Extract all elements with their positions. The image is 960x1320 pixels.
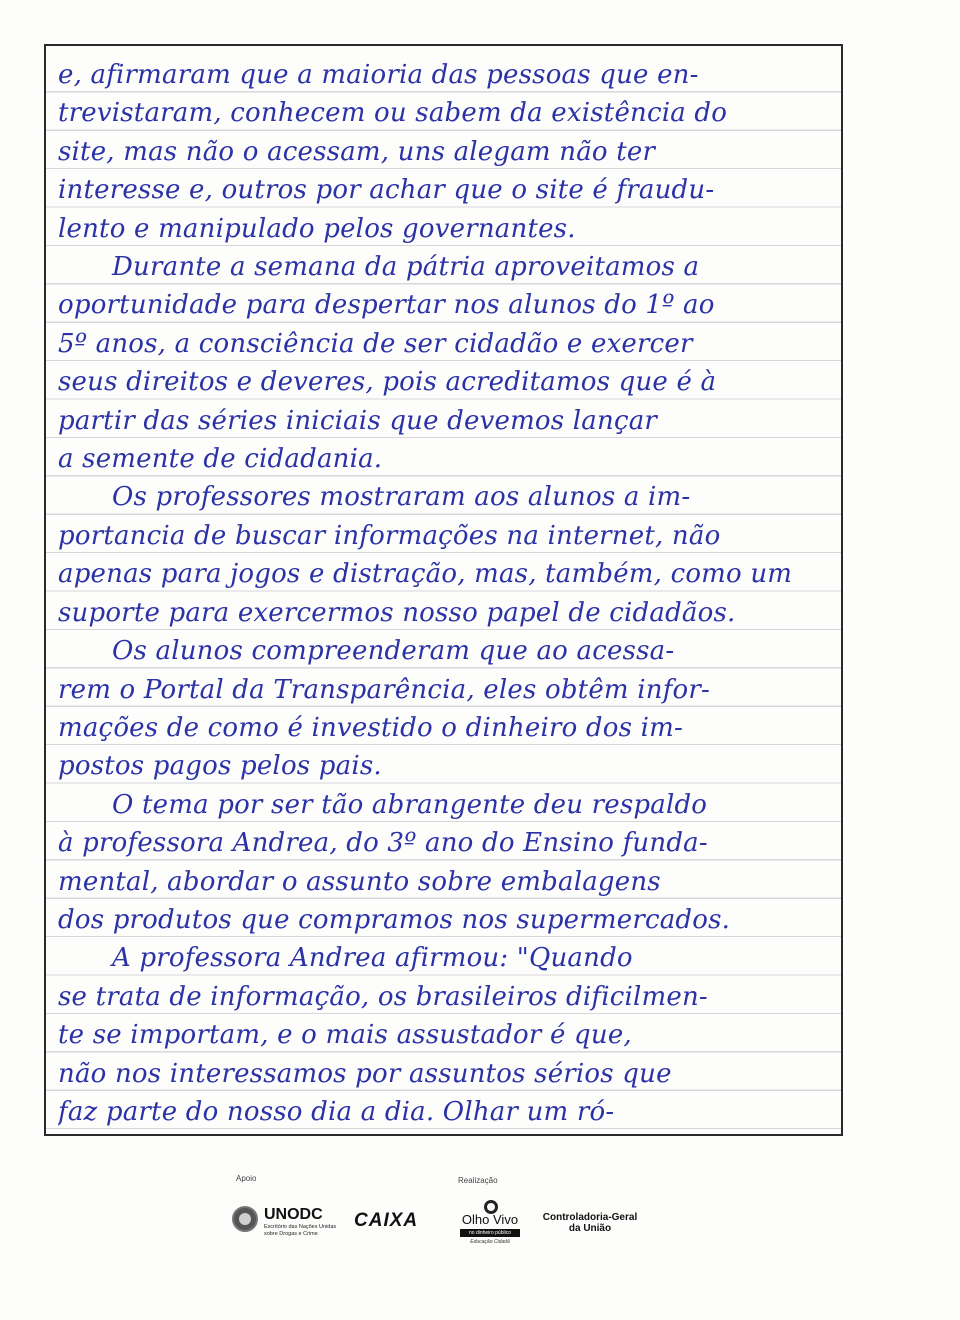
text-line: Durante a semana da pátria aproveitamos a bbox=[112, 252, 700, 283]
text-line: 5º anos, a consciência de ser cidadão e exercer bbox=[58, 328, 693, 359]
text-line: suporte para exercermos nosso papel de cidadãos. bbox=[58, 597, 736, 628]
un-emblem-icon bbox=[232, 1206, 258, 1232]
text-line: portancia de buscar informações na internet, não bbox=[58, 520, 721, 551]
text-line: faz parte do nosso dia a dia. Olhar um ró- bbox=[58, 1096, 615, 1127]
text-line: seus direitos e deveres, pois acreditamos que é à bbox=[58, 367, 717, 398]
unodc-subtitle: Escritório das Nações Unidas sobre Drogas e Crime bbox=[264, 1224, 337, 1237]
unodc-logo bbox=[232, 1206, 352, 1236]
text-line: Os professores mostraram aos alunos a im- bbox=[112, 482, 691, 513]
text-line: lento e manipulado pelos governantes. bbox=[58, 213, 576, 244]
olho-vivo-name: Olho Vivo bbox=[461, 1212, 519, 1227]
text-line: O tema por ser tão abrangente deu respaldo bbox=[112, 789, 708, 820]
text-line: postos pagos pelos pais. bbox=[58, 751, 382, 782]
text-line: rem o Portal da Transparência, eles obtêm infor- bbox=[58, 674, 710, 705]
text-line: partir das séries iniciais que devemos lançar bbox=[58, 405, 658, 436]
cgu-line-2: da União bbox=[568, 1223, 612, 1234]
handwritten-text bbox=[58, 56, 835, 1131]
text-line: te se importam, e o mais assustador é que, bbox=[58, 1020, 632, 1051]
text-line: mental, abordar o assunto sobre embalagens bbox=[58, 866, 661, 897]
text-line: site, mas não o acessam, uns alegam não ter bbox=[58, 136, 656, 167]
text-line: Os alunos compreenderam que ao acessa- bbox=[112, 636, 675, 667]
text-line: apenas para jogos e distração, mas, também, como um bbox=[58, 559, 793, 590]
sponsor-footer bbox=[200, 1170, 700, 1250]
text-line: A professora Andrea afirmou: "Quando bbox=[112, 943, 633, 974]
text-line: interesse e, outros por achar que o site é fraudu- bbox=[58, 175, 715, 206]
caixa-logo: CAIXA bbox=[354, 1210, 419, 1231]
cgu-logo bbox=[538, 1212, 642, 1234]
olho-vivo-signature: Educação Cidadã bbox=[470, 1239, 510, 1245]
text-line: mações de como é investido o dinheiro dos im- bbox=[58, 712, 683, 743]
text-line: à professora Andrea, do 3º ano do Ensino funda- bbox=[58, 828, 708, 859]
olho-vivo-tagline: no dinheiro público bbox=[460, 1229, 520, 1237]
text-line: e, afirmaram que a maioria das pessoas que en- bbox=[58, 60, 699, 90]
text-line: se trata de informação, os brasileiros dificilmen- bbox=[58, 981, 708, 1012]
cgu-line-1: Controladoria-Geral bbox=[542, 1212, 638, 1223]
text-line: a semente de cidadania. bbox=[58, 444, 383, 475]
unodc-name: UNODC bbox=[264, 1206, 323, 1223]
text-line: trevistaram, conhecem ou sabem da existência do bbox=[58, 98, 728, 129]
lined-writing-sheet bbox=[44, 44, 843, 1136]
apoio-label: Apoio bbox=[236, 1174, 257, 1183]
text-line: dos produtos que compramos nos supermercados. bbox=[58, 904, 731, 935]
text-line: oportunidade para despertar nos alunos do 1º ao bbox=[58, 290, 715, 321]
text-line: não nos interessamos por assuntos sérios que bbox=[58, 1058, 672, 1089]
olho-vivo-logo bbox=[458, 1200, 528, 1250]
realizacao-label: Realização bbox=[458, 1176, 498, 1185]
